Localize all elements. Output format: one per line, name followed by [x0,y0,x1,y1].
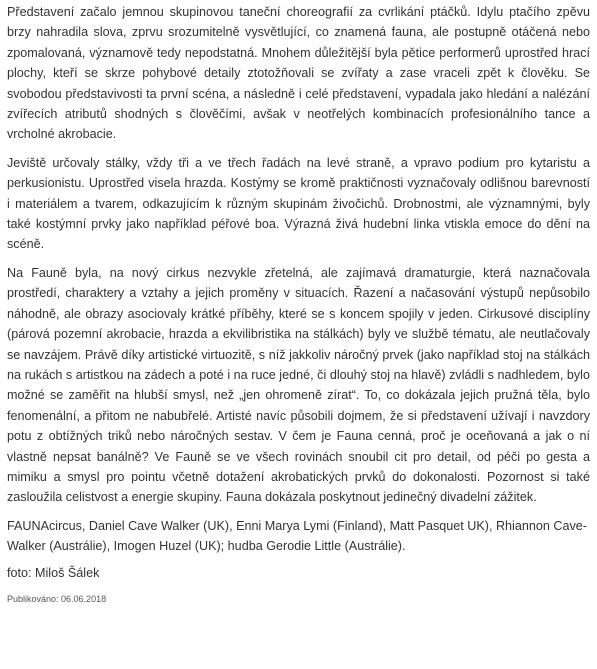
article-paragraph-1: Představení začalo jemnou skupinovou taneční choreografií za cvrlikání ptáčků. Idylu ptačího zpěvu brzy nahradila slova, zprvu srozumitelně vysvětlující, co znamená fauna, ale postupně otáčená nebo zpomalovaná, významově tedy nepodstatná. Mnohem důležitější byla pětice performerů uprostřed hrací plochy, kteří se skrze pohybové detaily ztotožňovali se zvířaty a zase vraceli zpět k člověku. Se svobodou představivosti ta první scéna, a následně i celé představení, vypadala jako hledání a nalézání zvířecích atributů shodných s člověčími, avšak v neotřelých kombinacích profesionálního tance a vrcholné akrobacie. [7,5,590,142]
cast-credits: FAUNAcircus, Daniel Cave Walker (UK), Enni Marya Lymi (Finland), Matt Pasquet UK), Rhiannon Cave-Walker (Austrálie), Imogen Huzel (UK); hudba Gerodie Little (Austrálie). [7,518,587,554]
photo-credit: foto: Miloš Šálek [7,565,100,580]
article-paragraph-3: Na Fauně byla, na nový cirkus nezvykle zřetelná, ale zajímavá dramaturgie, která naznačovala prostředí, charaktery a vztahy a jejich proměny v situacích. Řazení a načasování výstupů nepůsobilo náhodně, ale obrazy asociovaly krátké příběhy, které se s koncem spojily v jeden. Cirkusové disciplíny (párová pozemní akrobacie, hrazda a ekvilibristika na stálkách) byly ve službě tématu, ale neutlačovaly se navzájem. Právě díky artistické virtuozitě, s níž jakkoliv náročný prvek (jako například stoj na stálkách na rukách s artistkou na zádech a poté i na ruce jedné, či dlouhý stoj na hlavě) zvládli s nadhledem, bylo možné se zaměřit na hlubší smysl, než „jen ohromeně zírat“. To, co dokázala jejich pružná těla, bylo fenomenální, a přitom ne nabubřelé. Artisté navíc působili dojmem, že si představení užívají i navzdory potu z obtížných triků nebo náročných sestav. V čem je Fauna cenná, proč je oceňovaná a jak o ní vlastně nepsat banálně? Ve Fauně se ve všech rovinách snoubil cit pro detail, od péči po gesta a mimiku a smysl pro pointu včetně dotažení akrobatických prvků do dokonalosti. Pozornost si také zasloužila celistvost a energie skupiny. Fauna dokázala poskytnout jedinečný divadelní zážitek. [7,265,590,505]
published-date: Publikováno: 06.06.2018 [7,593,107,604]
article-paragraph-2: Jeviště určovaly stálky, vždy tři a ve třech řadách na levé straně, a vpravo podium pro kytaristu a perkusionistu. Uprostřed visela hrazda. Kostýmy se kromě praktičnosti vyznačovaly odlišnou barevností i materiálem a tvarem, odkazujícím k různým skupinám živočichů. Drobnostmi, ale významnými, byly také kostýmní prvky jako například péřové boa. Výrazná živá hudební linka vtiskla emoce do dění na scéně. [7,155,590,252]
